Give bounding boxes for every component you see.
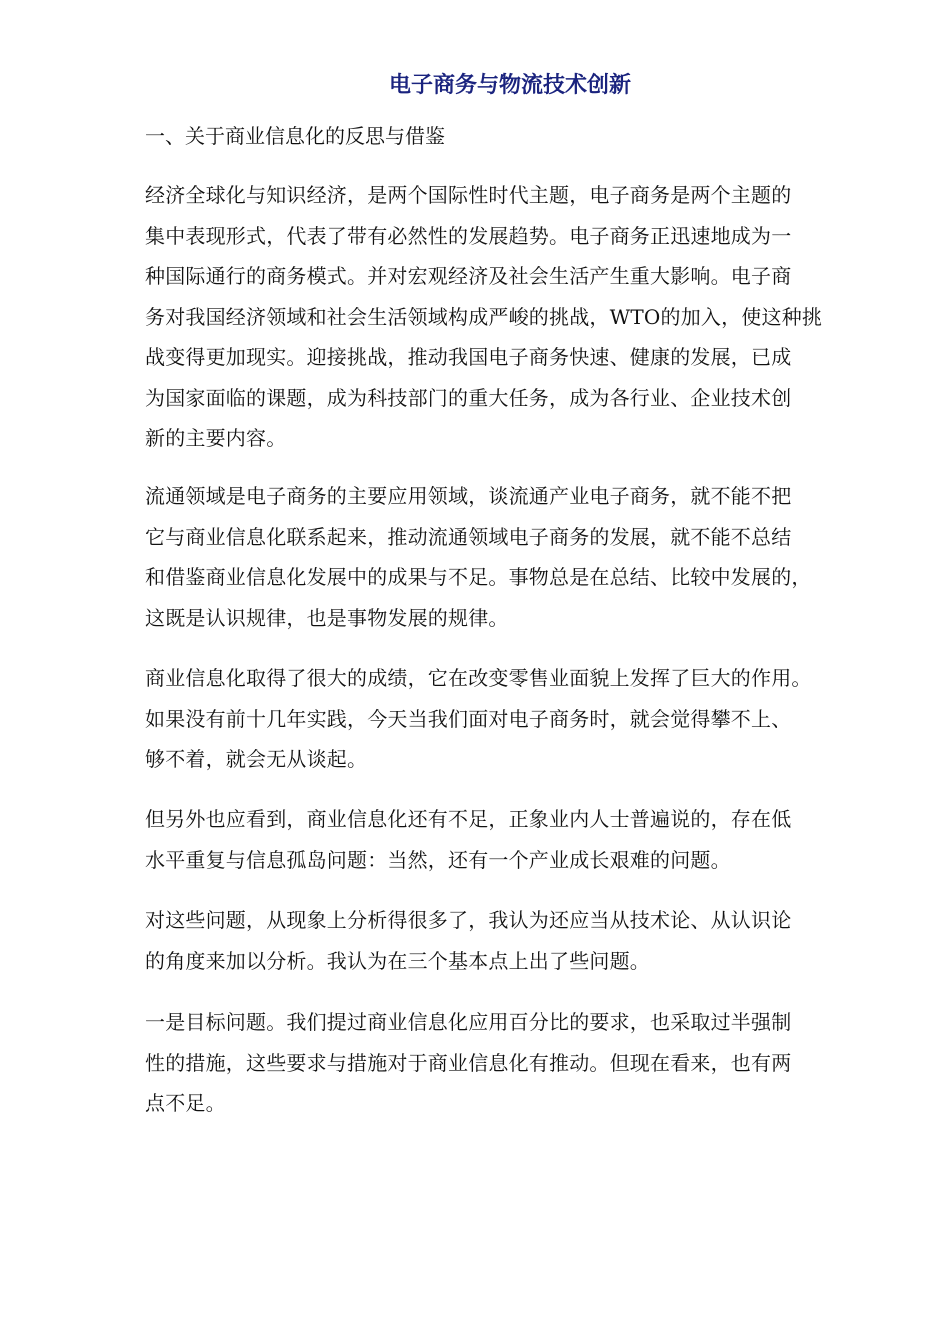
paragraph-line: 如果没有前十几年实践，今天当我们面对电子商务时，就会觉得攀不上、 xyxy=(145,706,792,731)
paragraph-line: 对这些问题，从现象上分析得很多了，我认为还应当从技术论、从认识论 xyxy=(145,908,792,932)
paragraph-line: 战变得更加现实。迎接挑战，推动我国电子商务快速、健康的发展，已成 xyxy=(145,345,792,369)
paragraph-line: 和借鉴商业信息化发展中的成果与不足。事物总是在总结、比较中发展的， xyxy=(145,565,812,589)
paragraph-line: 新的主要内容。 xyxy=(145,426,287,450)
paragraph-line: 种国际通行的商务模式。并对宏观经济及社会生活产生重大影响。电子商 xyxy=(145,264,792,288)
paragraph-line: 流通领域是电子商务的主要应用领域，谈流通产业电子商务，就不能不把 xyxy=(145,484,792,508)
paragraph-line: 集中表现形式，代表了带有必然性的发展趋势。电子商务正迅速地成为一 xyxy=(145,223,792,248)
section-heading: 一、关于商业信息化的反思与借鉴 xyxy=(145,124,445,148)
paragraph-line: 水平重复与信息孤岛问题：当然，还有一个产业成长艰难的问题。 xyxy=(145,847,731,872)
paragraph-line: 务对我国经济领域和社会生活领域构成严峻的挑战，WTO的加入，使这种挑 xyxy=(145,304,823,329)
paragraph-line: 的角度来加以分析。我认为在三个基本点上出了些问题。 xyxy=(145,948,650,973)
paragraph-line: 它与商业信息化联系起来，推动流通领域电子商务的发展，就不能不总结 xyxy=(145,524,792,549)
paragraph-2 xyxy=(145,476,905,638)
paragraph-line: 为国家面临的课题，成为科技部门的重大任务，成为各行业、企业技术创 xyxy=(145,385,792,410)
paragraph-4 xyxy=(145,799,905,880)
paragraph-line: 够不着，就会无从谈起。 xyxy=(145,747,368,771)
paragraph-line: 这既是认识规律，也是事物发展的规律。 xyxy=(145,605,509,630)
paragraph-line: 一是目标问题。我们提过商业信息化应用百分比的要求，也采取过半强制 xyxy=(145,1010,792,1034)
paragraph-line: 但另外也应看到，商业信息化还有不足，正象业内人士普遍说的，存在低 xyxy=(145,807,792,831)
paragraph-line: 商业信息化取得了很大的成绩，它在改变零售业面貌上发挥了巨大的作用。 xyxy=(145,666,812,690)
paragraph-5 xyxy=(145,900,905,981)
paragraph-1 xyxy=(145,175,905,459)
paragraph-3 xyxy=(145,658,905,780)
paragraph-line: 经济全球化与知识经济，是两个国际性时代主题，电子商务是两个主题的 xyxy=(145,183,792,207)
paragraph-6 xyxy=(145,1002,905,1124)
paragraph-line: 点不足。 xyxy=(145,1091,226,1115)
paragraph-line: 性的措施，这些要求与措施对于商业信息化有推动。但现在看来，也有两 xyxy=(145,1050,792,1075)
document-title: 电子商务与物流技术创新 xyxy=(388,72,631,98)
